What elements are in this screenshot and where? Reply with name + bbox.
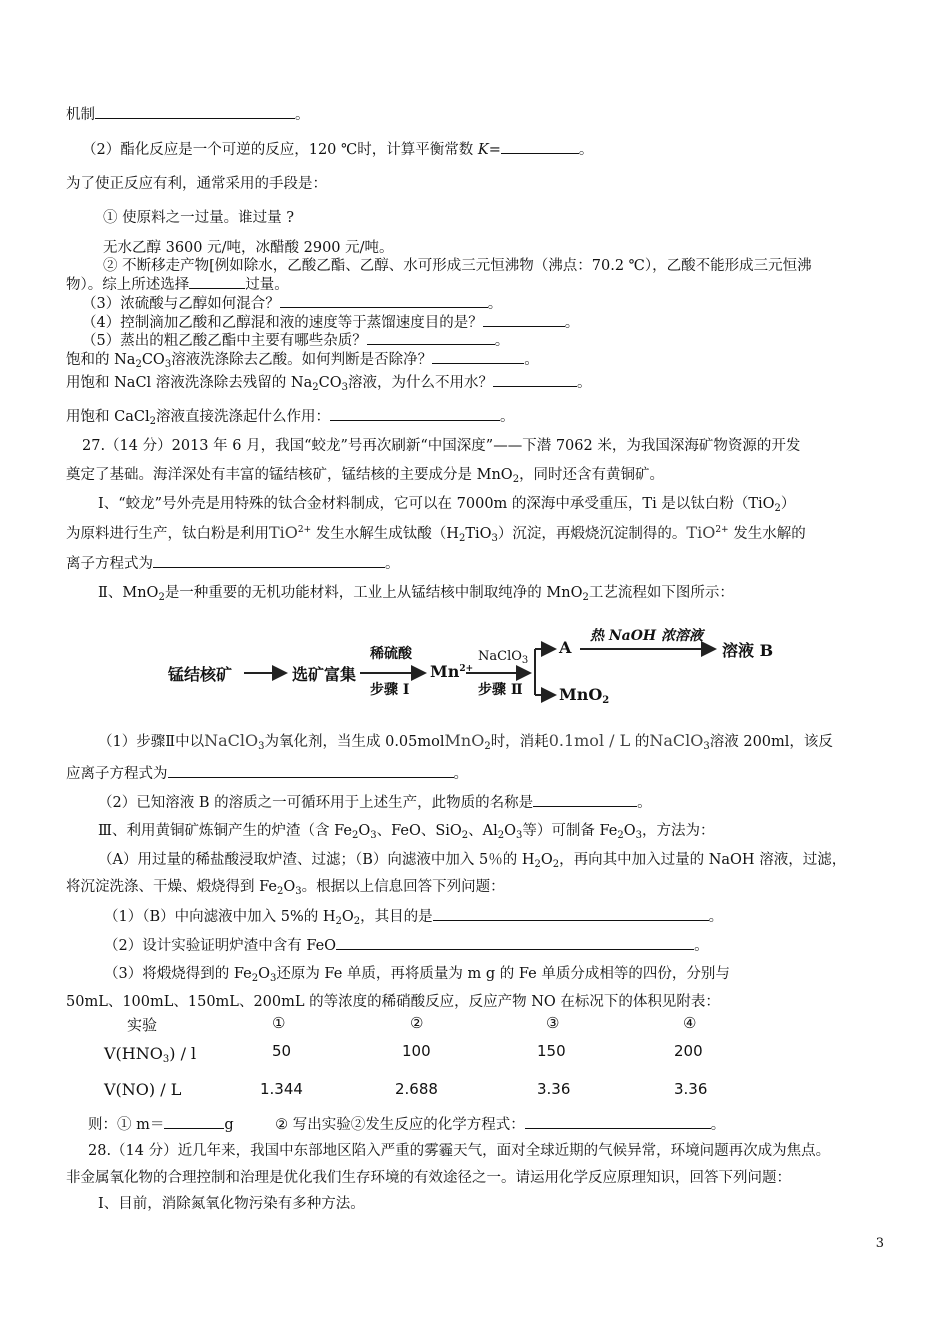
q27-intro: 27.（14 分）2013 年 6 月，我国“蛟龙”号再次刷新“中国深度”——下潜 7062 米，为我国深海矿物资源的开发 — [82, 438, 801, 454]
answer-blank[interactable] — [164, 1114, 224, 1129]
line-excess-question: ① 使原料之一过量。谁过量 ? — [103, 210, 294, 226]
flow-label-acid: 稀硫酸 — [370, 646, 412, 662]
process-flow-diagram — [160, 615, 800, 715]
page-number: 3 — [875, 1236, 884, 1251]
table-header-cell: ② — [410, 1014, 424, 1032]
q27-iii-2: （2）设计实验证明炉渣中含有 FeO 。 — [104, 935, 709, 956]
table-header-cell: ③ — [546, 1014, 560, 1032]
table-header-cell: ④ — [683, 1014, 697, 1032]
line-q4: （4）控制滴加乙酸和乙醇混和液的速度等于蒸馏速度目的是？ 。 — [82, 312, 579, 333]
q28-intro-cont: 非金属氧化物的合理控制和治理是优化我们生存环境的有效途径之一。请运用化学反应原理知识，回答下列问题： — [66, 1170, 791, 1186]
line-methods: 为了使正反应有利，通常采用的手段是： — [66, 176, 327, 192]
line-q3: （3）浓硫酸与乙醇如何混合？ 。 — [82, 293, 502, 314]
flow-node-enrich: 选矿富集 — [292, 665, 357, 684]
q27-ionic-equation: 离子方程式为 。 — [66, 553, 400, 574]
table-header-cell: ① — [272, 1014, 286, 1032]
table-cell: 100 — [402, 1042, 431, 1060]
table-row2-label: V(NO) / L — [104, 1080, 182, 1099]
q27-part2: Ⅱ、MnO$_2$是一种重要的无机功能材料，工业上从锰结核中制取纯净的 MnO$_2$工艺流程如下图所示： — [98, 585, 734, 603]
table-header-label: 实验 — [127, 1016, 158, 1034]
flow-label-naclo3: NaClO$_3$ — [478, 649, 529, 666]
answer-blank[interactable] — [432, 349, 524, 364]
table-cell: 2.688 — [395, 1080, 438, 1098]
flow-arrows — [160, 615, 800, 715]
flow-node-ore: 锰结核矿 — [168, 665, 233, 684]
table-cell: 50 — [272, 1042, 292, 1060]
flow-node-mno2: MnO$_2$ — [559, 685, 610, 706]
table-cell: 3.36 — [674, 1080, 708, 1098]
answer-blank[interactable] — [168, 763, 454, 778]
q27-s1: （1）步骤Ⅱ中以NaClO$_3$为氧化剂，当生成 0.05molMnO$_2$时，消耗0.1mol / L 的NaClO$_3$溶液 200ml，该反 — [98, 731, 833, 752]
line-prices: 无水乙醇 3600 元/吨，冰醋酸 2900 元/吨。 — [103, 240, 394, 256]
q27-answer-line: 则：① m＝ g ② 写出实验②发生反应的化学方程式： 。 — [88, 1114, 725, 1135]
q27-part1-cont: 为原料进行生产，钛白粉是利用TiO$^{2+}$ 发生水解生成钛酸$(H_2TiO_3)$沉淀，再煅烧沉淀制得的。TiO$^{2+}$ 发生水解的 — [66, 523, 806, 544]
q27-s1-equation: 应离子方程式为 。 — [66, 763, 468, 784]
table-cell: 150 — [537, 1042, 566, 1060]
line-mechanism: 机制 。 — [66, 104, 310, 125]
q28-intro: 28.（14 分）近几年来，我国中东部地区陷入严重的雾霾天气，面对全球近期的气候异常，环境问题再次成为焦点。 — [88, 1143, 831, 1159]
answer-blank[interactable] — [189, 274, 245, 289]
line-cacl2: 用饱和 CaCl$_2$溶液直接洗涤起什么作用： 。 — [66, 406, 514, 427]
q27-s2: （2）已知溶液 B 的溶质之一可循环用于上述生产，此物质的名称是 。 — [98, 792, 652, 813]
q27-method-cont: 将沉淀洗涤、干燥、煅烧得到 $Fe_2O_3$。根据以上信息回答下列问题： — [66, 879, 505, 897]
line-q5: （5）蒸出的粗乙酸乙酯中主要有哪些杂质？ 。 — [82, 330, 509, 351]
answer-blank[interactable] — [330, 406, 500, 421]
q27-iii-3-cont: 50mL、100mL、150mL、200mL 的等浓度的稀硝酸反应，反应产物 NO 在标况下的体积见附表： — [66, 994, 720, 1010]
answer-blank[interactable] — [95, 104, 295, 119]
flow-label-step2: 步骤 Ⅱ — [478, 682, 523, 698]
answer-blank[interactable] — [525, 1114, 711, 1129]
q28-part1: Ⅰ、目前，消除氮氧化物污染有多种方法。 — [98, 1196, 365, 1212]
answer-blank[interactable] — [336, 935, 694, 950]
table-row1-label: $V(HNO_3)$ / l — [104, 1044, 197, 1065]
answer-blank[interactable] — [493, 372, 577, 387]
q27-iii-3: （3）将煅烧得到的 $Fe_2O_3$还原为 Fe 单质，再将质量为 m g 的 Fe 单质分成相等的四份，分别与 — [104, 966, 730, 984]
q27-method-a-b: （A）用过量的稀盐酸浸取炉渣、过滤；（B）向滤液中加入 5％的 $H_2O_2$，再向其中加入过量的 NaOH 溶液，过滤， — [98, 852, 847, 870]
answer-blank[interactable] — [433, 906, 709, 921]
line-equilibrium-constant: （2）酯化反应是一个可逆的反应，120 ℃时，计算平衡常数 K= 。 — [82, 139, 593, 160]
table-cell: 200 — [674, 1042, 703, 1060]
table-cell: 3.36 — [537, 1080, 571, 1098]
q27-iii-1: （1）（B）中向滤液中加入 5%的 $H_2O_2$，其目的是 。 — [104, 906, 723, 927]
line-na2co3: 饱和的 $Na_2CO_3$溶液洗涤除去乙酸。如何判断是否除净？ 。 — [66, 349, 539, 370]
q27-part1: Ⅰ、“蛟龙”号外壳是用特殊的钛合金材料制成，它可以在 7000m 的深海中承受重压，Ti 是以钛白粉（TiO$_2$） — [98, 496, 796, 514]
answer-blank[interactable] — [153, 553, 385, 568]
flow-label-step1: 步骤 Ⅰ — [370, 682, 410, 698]
flow-node-a: A — [559, 638, 572, 657]
line-remove-product: ② 不断移走产物[例如除水，乙酸乙酯、乙醇、水可形成三元恒沸物（沸点：70.2 ℃），乙酸不能形成三元恒沸 — [103, 258, 812, 274]
flow-label-naoh: 热 NaOH 浓溶液 — [590, 628, 704, 644]
answer-blank[interactable] — [280, 293, 488, 308]
line-nacl: 用饱和 NaCl 溶液洗涤除去残留的 $Na_2CO_3$溶液，为什么不用水？ 。 — [66, 372, 591, 393]
table-cell: 1.344 — [260, 1080, 303, 1098]
answer-blank[interactable] — [501, 139, 579, 154]
answer-blank[interactable] — [533, 792, 637, 807]
answer-blank[interactable] — [367, 330, 495, 345]
flow-node-mn2: $Mn^{2+}$ — [430, 662, 474, 681]
q27-intro-cont: 奠定了基础。海洋深处有丰富的锰结核矿，锰结核的主要成分是 MnO$_2$，同时还含有黄铜矿。 — [66, 467, 665, 485]
line-choose-excess: 物）。综上所述选择 过量。 — [66, 274, 289, 295]
answer-blank[interactable] — [483, 312, 565, 327]
flow-node-solution-b: 溶液 B — [722, 641, 774, 660]
q27-part3: Ⅲ、利用黄铜矿炼铜产生的炉渣（含 $Fe_2O_3$、FeO、SiO$_2$、$Al_2O_3$等）可制备 $Fe_2O_3$，方法为： — [98, 823, 715, 841]
